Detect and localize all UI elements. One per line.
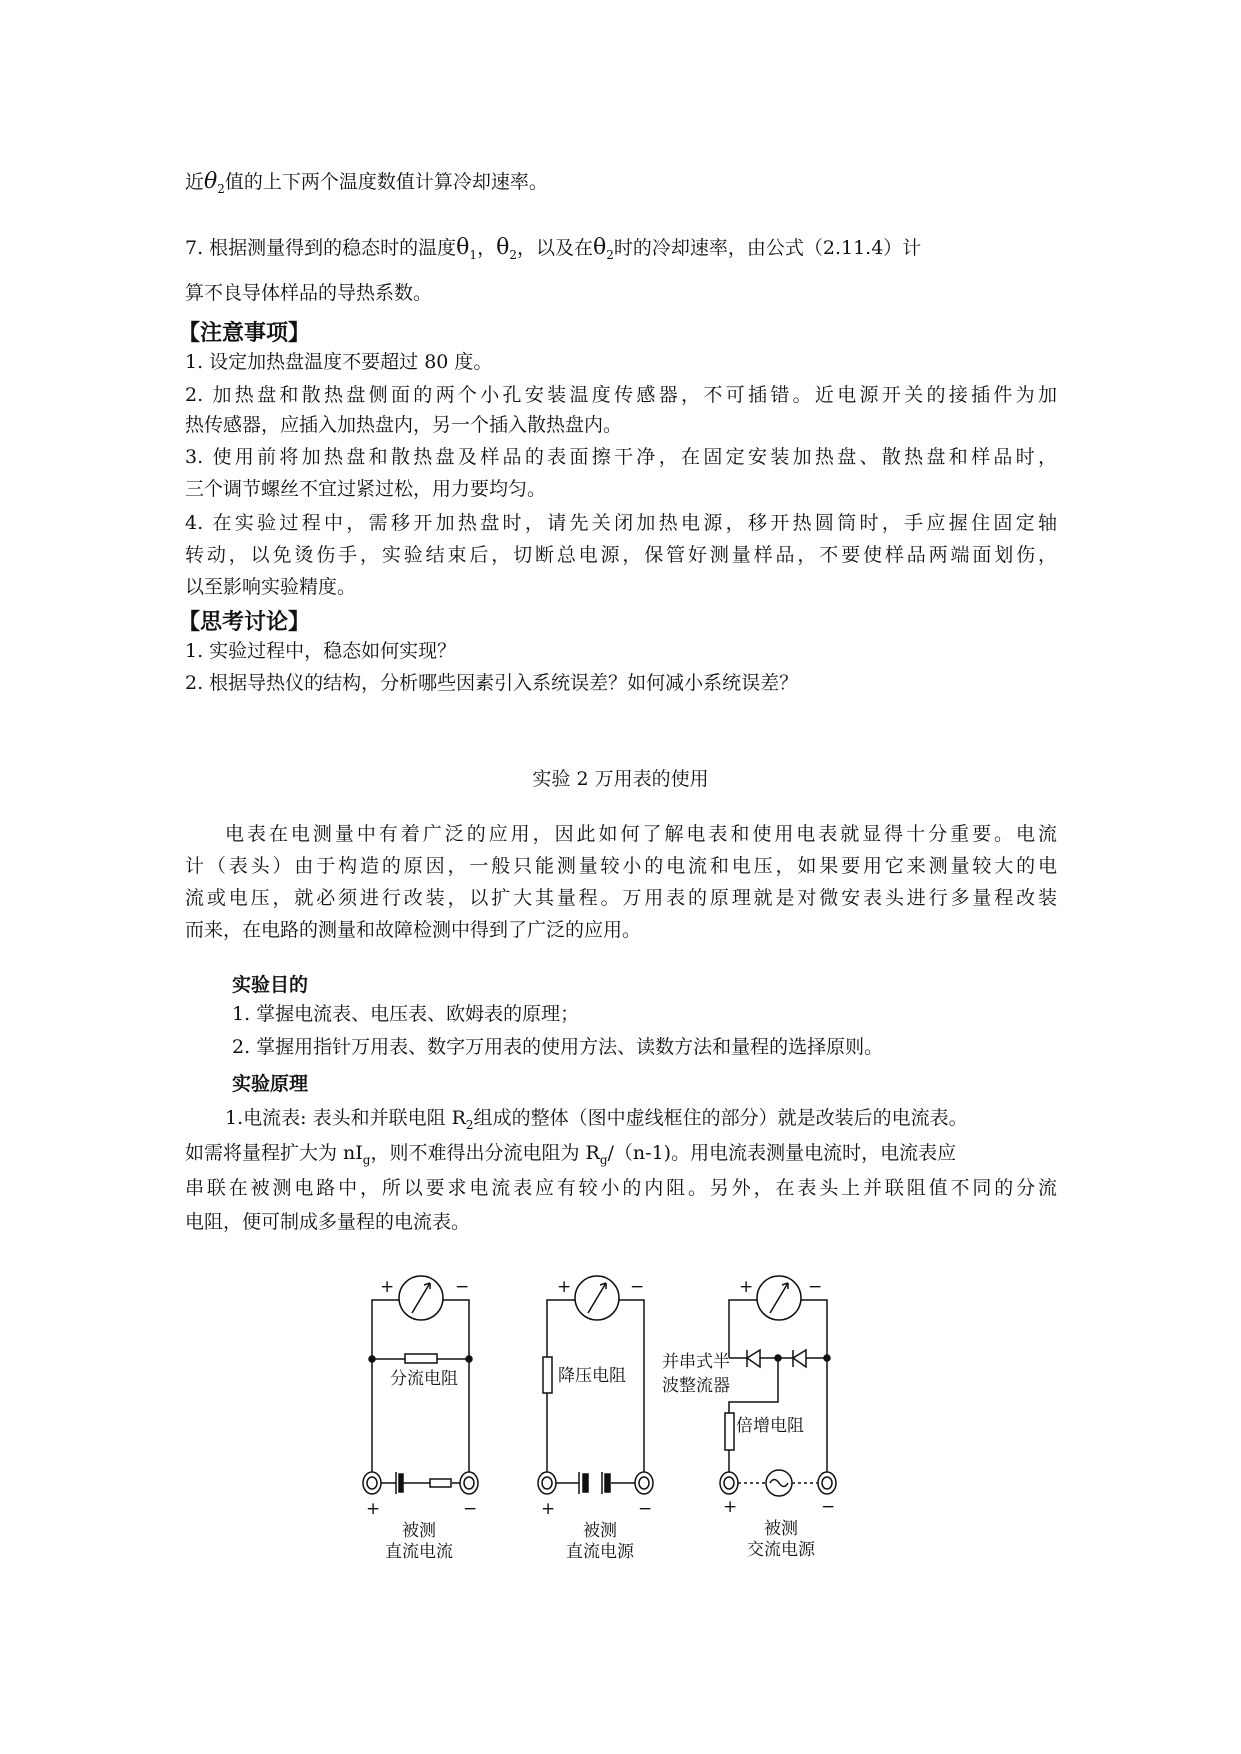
note-line: 1. 设定加热盘温度不要超过 80 度。 [185, 351, 493, 373]
caption: 被测 [583, 1521, 617, 1541]
text: 1.电流表: 表头和并联电阻 R [225, 1107, 466, 1129]
shunt-resistor [405, 1354, 437, 1363]
plus-label: + [380, 1277, 395, 1297]
terminal-icon [538, 1472, 556, 1494]
minus-label: − [808, 1277, 823, 1297]
minus-label: − [821, 1497, 836, 1517]
discussion-line: 1. 实验过程中，稳态如何实现？ [185, 640, 457, 662]
text: 值的上下两个温度数值计算冷却速率。 [224, 171, 548, 193]
caption: 被测 [402, 1521, 436, 1541]
subscript: 2 [509, 247, 517, 262]
subscript: 1 [469, 247, 478, 262]
text: 时的冷却速率，由公式（2.11.4）计 [613, 237, 922, 259]
dropping-resistor [543, 1357, 552, 1393]
note-line: 4. 在实验过程中，需移开加热盘时，请先关闭加热电源，移开热圆筒时，手应握住固定轴 [185, 512, 1057, 534]
plus-label: + [723, 1497, 738, 1517]
principle-line: 串联在被测电路中，所以要求电流表应有较小的内阻。另外，在表头上并联阻值不同的分流 [185, 1177, 1057, 1199]
purpose-line: 2. 掌握用指针万用表、数字万用表的使用方法、读数方法和量程的选择原则。 [232, 1036, 884, 1058]
rectifier-label: 波整流器 [662, 1376, 730, 1396]
terminal-icon [363, 1472, 381, 1494]
subscript: 2 [606, 247, 614, 262]
shunt-resistor-label: 分流电阻 [390, 1369, 458, 1389]
note-line: 热传感器，应插入加热盘内，另一个插入散热盘内。 [185, 414, 623, 436]
text: ，以及在 [516, 237, 593, 259]
terminal-icon [818, 1472, 836, 1494]
note-line: 转动，以免烫伤手，实验结束后，切断总电源，保管好测量样品，不要使样品两端面划伤， [185, 544, 1057, 566]
terminal-icon [720, 1472, 738, 1494]
multiplier-resistor [725, 1413, 734, 1450]
discussion-line: 2. 根据导热仪的结构，分析哪些因素引入系统误差？如何减小系统误差？ [185, 672, 799, 694]
subscript: 2 [217, 181, 225, 196]
multiplier-resistor-label: 倍增电阻 [736, 1416, 804, 1436]
minus-label: − [463, 1499, 478, 1519]
ac-voltmeter-circuit [720, 1276, 836, 1496]
galvanometer-icon [399, 1276, 443, 1320]
text: ，则不难得出分流电阻为 R [370, 1142, 600, 1164]
caption: 直流电流 [385, 1542, 453, 1562]
subscript: g [362, 1152, 371, 1167]
purpose-line: 1. 掌握电流表、电压表、欧姆表的原理； [232, 1003, 580, 1025]
terminal-icon [460, 1472, 478, 1494]
galvanometer-icon [575, 1276, 619, 1320]
theta-symbol: θ [592, 235, 607, 260]
subscript: 2 [465, 1117, 474, 1132]
notes-heading: 【注意事项】 [178, 321, 311, 346]
note-line: 2. 加热盘和散热盘侧面的两个小孔安装温度传感器，不可插错。近电源开关的接插件为加 [185, 384, 1057, 406]
theta-symbol: θ [496, 235, 510, 260]
text: ， [477, 237, 497, 259]
intro-line: 而来，在电路的测量和故障检测中得到了广泛的应用。 [185, 919, 642, 941]
minus-label: − [638, 1499, 653, 1519]
purpose-heading: 实验目的 [232, 974, 309, 996]
caption: 直流电源 [566, 1542, 634, 1562]
experiment-title: 实验 2 万用表的使用 [532, 768, 709, 790]
discussion-heading: 【思考讨论】 [178, 610, 311, 635]
plus-label: + [541, 1499, 556, 1519]
intro-line: 计（表头）由于构造的原因，一般只能测量较小的电流和电压，如果要用它来测量较大的电 [185, 855, 1057, 877]
subscript: g [599, 1152, 608, 1167]
step7-line2: 算不良导体样品的导热系数。 [185, 282, 433, 304]
diode-icon [747, 1350, 760, 1367]
minus-label: − [630, 1277, 645, 1297]
text: 7. 根据测量得到的稳态时的温度 [185, 237, 457, 259]
text: 如需将量程扩大为 nI [185, 1142, 363, 1164]
plus-label: + [366, 1499, 381, 1519]
plus-label: + [557, 1277, 572, 1297]
dropping-resistor-label: 降压电阻 [558, 1366, 626, 1386]
note-line: 3. 使用前将加热盘和散热盘及样品的表面擦干净，在固定安装加热盘、散热盘和样品时， [185, 446, 1057, 468]
caption: 交流电源 [747, 1540, 815, 1560]
principle-heading: 实验原理 [232, 1073, 309, 1095]
text: /（n-1)。用电流表测量电流时，电流表应 [607, 1142, 957, 1164]
intro-line: 流或电压，就必须进行改装，以扩大其量程。万用表的原理就是对微安表头进行多量程改装 [185, 887, 1057, 909]
caption: 被测 [764, 1519, 798, 1539]
rectifier-label: 并串式半 [662, 1352, 730, 1372]
principle-line: 电阻，便可制成多量程的电流表。 [185, 1211, 471, 1233]
text: 近 [185, 171, 205, 193]
terminal-icon [635, 1472, 653, 1494]
note-line: 三个调节螺丝不宜过紧过松，用力要均匀。 [185, 478, 547, 500]
theta-symbol: θ [456, 235, 470, 260]
galvanometer-icon [757, 1276, 801, 1320]
diode-icon [793, 1350, 806, 1367]
note-line: 以至影响实验精度。 [185, 576, 357, 598]
plus-label: + [739, 1277, 754, 1297]
theta-symbol: θ [204, 169, 218, 194]
text: 组成的整体（图中虚线框住的部分）就是改装后的电流表。 [473, 1107, 968, 1129]
intro-line: 电表在电测量中有着广泛的应用，因此如何了解电表和使用电表就显得十分重要。电流 [225, 823, 1057, 845]
minus-label: − [455, 1277, 470, 1297]
